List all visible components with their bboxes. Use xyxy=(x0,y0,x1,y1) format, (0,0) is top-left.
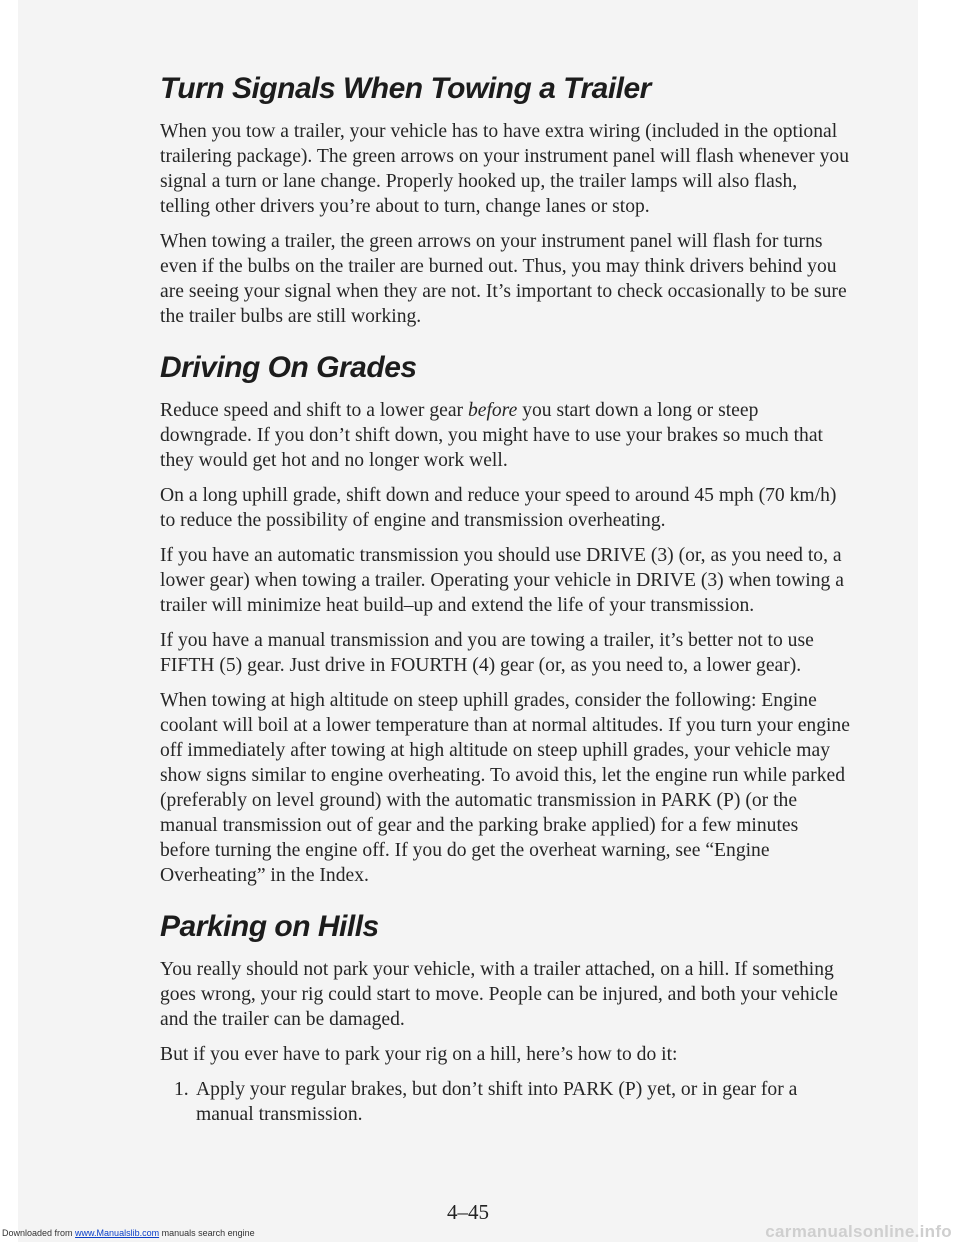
banner-prefix: Downloaded from xyxy=(2,1228,76,1238)
watermark: carmanualsonline.info xyxy=(765,1222,952,1241)
section-heading: Driving On Grades xyxy=(160,351,417,384)
step-text: Apply your regular brakes, but don’t shift into PARK (P) yet, or in gear for a manual transmission. xyxy=(196,1079,798,1125)
manualslib-link[interactable]: www.Manualslib.com xyxy=(75,1228,160,1238)
text-run: you start down a long or steep downgrade. If you don’t shift down, you might have to use your brakes so much that they would get hot and no longer work well. xyxy=(160,400,823,471)
paragraph: On a long uphill grade, shift down and reduce your speed to around 45 mph (70 km/h) to reduce the possibility of engine and transmission overheating. xyxy=(160,485,837,531)
paragraph: You really should not park your vehicle, with a trailer attached, on a hill. If something goes wrong, your rig could start to move. People can be injured, and both your vehicle and the trailer can be damaged. xyxy=(160,959,838,1030)
manual-page xyxy=(18,0,918,1242)
section-turn-signals xyxy=(160,72,850,329)
paragraph: But if you ever have to park your rig on a hill, here’s how to do it: xyxy=(160,1044,678,1065)
paragraph: If you have a manual transmission and you are towing a trailer, it’s better not to use FIFTH (5) gear. Just drive in FOURTH (4) gear (or, as you need to, a lower gear). xyxy=(160,630,814,676)
paragraph: When you tow a trailer, your vehicle has to have extra wiring (included in the optional trailering package). The green arrows on your instrument panel will flash whenever you signal a turn or lane change. Properly hooked up, the trailer lamps will also flash, telling other drivers you’re about to turn, change lanes or stop. xyxy=(160,121,849,217)
section-parking-on-hills xyxy=(160,910,850,1127)
page-content xyxy=(160,72,850,1127)
download-banner xyxy=(2,1228,255,1238)
section-heading: Parking on Hills xyxy=(160,910,379,943)
banner-suffix: manuals search engine xyxy=(159,1228,255,1238)
steps-list xyxy=(160,1077,850,1127)
step-number: 1. xyxy=(174,1079,189,1100)
list-item xyxy=(174,1077,850,1127)
paragraph: When towing at high altitude on steep uphill grades, consider the following: Engine coolant will boil at a lower temperature than at normal altitudes. If you turn your engine off immediately after towing at high altitude on steep uphill grades, your vehicle may show signs similar to engine overheating. To avoid this, let the engine run while parked (preferably on level ground) with the automatic transmission in PARK (P) (or the manual transmission out of gear and the parking brake applied) for a few minutes before turning the engine off. If you do get the overheat warning, see “Engine Overheating” in the Index. xyxy=(160,690,850,886)
text-run: Reduce speed and shift to a lower gear xyxy=(160,400,468,421)
paragraph xyxy=(160,398,850,473)
paragraph: If you have an automatic transmission you should use DRIVE (3) (or, as you need to, a lower gear) when towing a trailer. Operating your vehicle in DRIVE (3) when towing a trailer will minimize heat build–up and extend the life of your transmission. xyxy=(160,545,844,616)
section-heading: Turn Signals When Towing a Trailer xyxy=(160,72,651,105)
section-driving-on-grades xyxy=(160,351,850,888)
emphasis: before xyxy=(467,400,518,421)
paragraph: When towing a trailer, the green arrows on your instrument panel will flash for turns even if the bulbs on the trailer are burned out. Thus, you may think drivers behind you are seeing your signal when they are not. It’s important to check occasionally to be sure the trailer bulbs are still working. xyxy=(160,231,847,327)
page-number: 4–45 xyxy=(447,1200,489,1224)
